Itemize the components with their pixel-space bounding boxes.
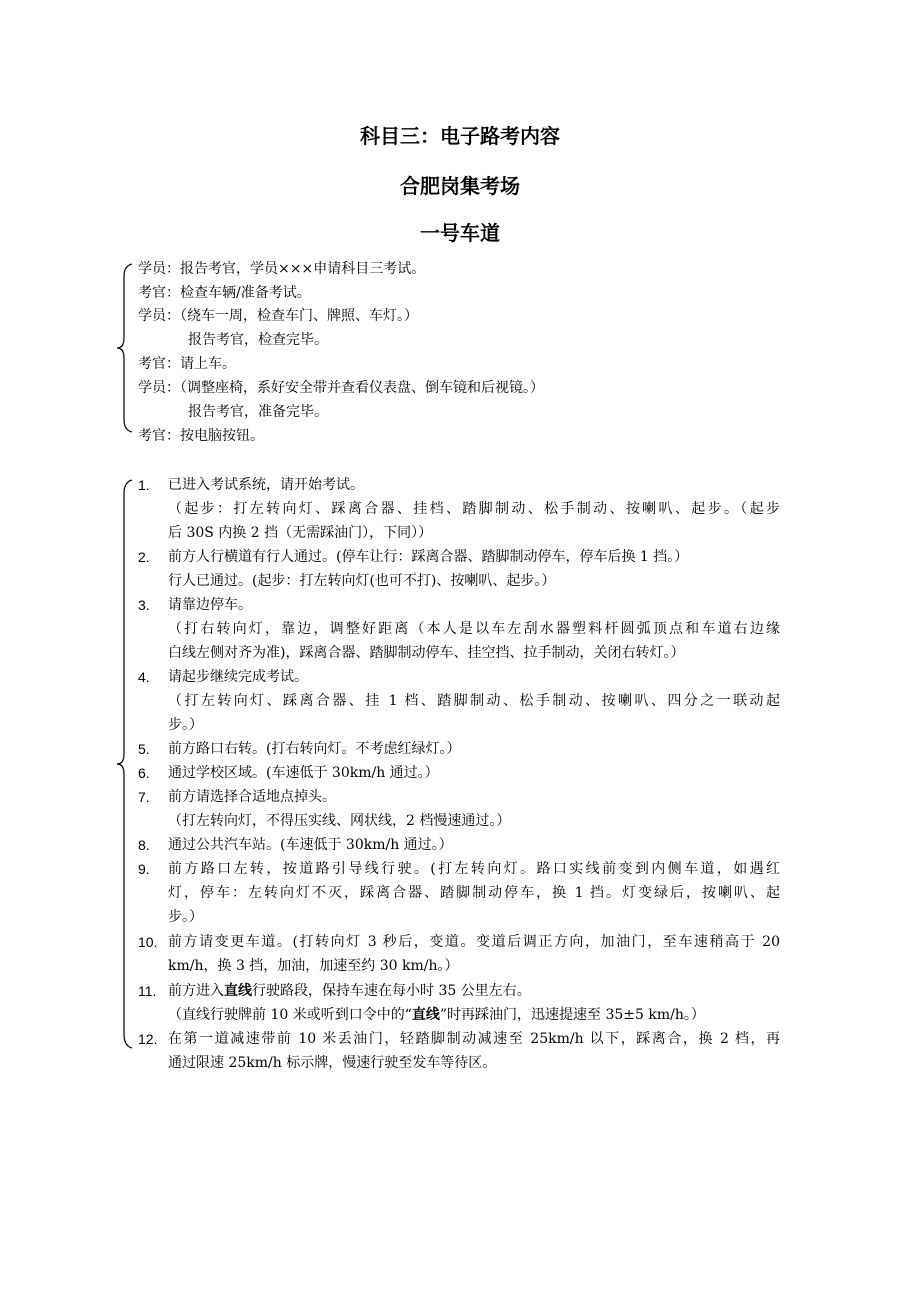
step-number: 9. (138, 861, 150, 877)
dialogue-line: 考官：请上车。 (138, 356, 236, 372)
step-text-line: 请靠边停车。 (168, 597, 252, 613)
dialogue-line: 报告考官，检查完毕。 (188, 332, 328, 348)
step-number: 5. (138, 741, 150, 757)
step-text-line: 通过公共汽车站。(车速低于 30km/h 通过。） (168, 837, 453, 853)
step-text-line: （起步：打左转向灯、踩离合器、挂档、踏脚制动、松手制动、按喇叭、起步。（起步 (168, 501, 780, 517)
step-text-line: 步。） (168, 909, 203, 925)
step-text-line: 前方路口左转，按道路引导线行驶。(打左转向灯。路口实线前变到内侧车道，如遇红 (168, 861, 780, 877)
step-text-line: km/h，换 3 挡，加油，加速至约 30 km/h。） (168, 958, 459, 974)
dialogue-line: 考官：检查车辆/准备考试。 (138, 285, 311, 301)
step-number: 8. (138, 837, 150, 853)
step-text-line: 前方路口右转。(打右转向灯。不考虑红绿灯。） (168, 741, 461, 757)
step-text-line: 行人已通过。(起步：打左转向灯(也可不打)、按喇叭、起步。） (168, 573, 556, 589)
step-text-line: 前方请选择合适地点掉头。 (168, 789, 336, 805)
emphasis-text: 直线 (411, 1007, 440, 1023)
step-number: 1. (138, 477, 150, 493)
step-number: 12. (138, 1031, 158, 1047)
lane-heading: 一号车道 (420, 221, 500, 245)
step-number: 7. (138, 789, 150, 805)
exam-site-heading: 合肥岗集考场 (400, 174, 520, 198)
step-text-line: （打左转向灯，不得压实线、网状线，2 档慢速通过。） (168, 813, 511, 829)
step-number: 2. (138, 549, 150, 565)
step-number: 6. (138, 765, 150, 781)
step-text-line: 白线左侧对齐为准)，踩离合器、踏脚制动停车、挂空挡、拉手制动，关闭右转灯。） (168, 645, 685, 661)
step-text-line: 前方人行横道有行人通过。(停车让行：踩离合器、踏脚制动停车，停车后换 1 挡。） (168, 549, 689, 565)
step-text-line: 在第一道减速带前 10 米丢油门，轻踏脚制动减速至 25km/h 以下，踩离合，换 2 档，再 (168, 1031, 780, 1047)
step-text-line: 后 30S 内换 2 挡（无需踩油门），下同）） (168, 525, 433, 541)
step-number: 10. (138, 934, 158, 950)
step-text-line: （直线行驶牌前 10 米或听到口令中的“直线”时再踩油门，迅速提速至 35±5 km/h。） (168, 1007, 705, 1023)
step-text-line: （打右转向灯，靠边，调整好距离（本人是以车左刮水器塑料杆圆弧顶点和车道右边缘 (168, 621, 780, 637)
steps-brace (114, 478, 136, 1050)
step-number: 4. (138, 669, 150, 685)
dialogue-line: 考官：按电脑按钮。 (138, 428, 264, 444)
dialogue-brace (114, 262, 136, 434)
emphasis-text: 直线 (224, 983, 252, 999)
step-text-line: 步。） (168, 717, 203, 733)
page-title: 科目三：电子路考内容 (360, 124, 560, 148)
step-text-line: 通过学校区域。(车速低于 30km/h 通过。） (168, 765, 439, 781)
step-number: 3. (138, 597, 150, 613)
step-number: 11. (138, 983, 157, 999)
step-text-line: （打左转向灯、踩离合器、挂 1 档、踏脚制动、松手制动、按喇叭、四分之一联动起 (168, 693, 780, 709)
step-text-line: 前方请变更车道。(打转向灯 3 秒后，变道。变道后调正方向，加油门，至车速稍高于 20 (168, 934, 780, 950)
step-text-line: 已进入考试系统，请开始考试。 (168, 477, 364, 493)
dialogue-line: 学员：报告考官，学员×××申请科目三考试。 (138, 261, 426, 277)
step-text-line: 请起步继续完成考试。 (168, 669, 308, 685)
dialogue-line: 学员：（绕车一周，检查车门、牌照、车灯。） (138, 308, 418, 324)
step-text-line: 灯，停车：左转向灯不灭，踩离合器、踏脚制动停车，换 1 挡。灯变绿后，按喇叭、起 (168, 885, 780, 901)
step-text-line: 前方进入直线行驶路段，保持车速在每小时 35 公里左右。 (168, 983, 531, 999)
dialogue-line: 报告考官，准备完毕。 (188, 404, 328, 420)
step-text-line: 通过限速 25km/h 标示牌，慢速行驶至发车等待区。 (168, 1055, 497, 1071)
dialogue-line: 学员：（调整座椅，系好安全带并查看仪表盘、倒车镜和后视镜。） (138, 380, 544, 396)
